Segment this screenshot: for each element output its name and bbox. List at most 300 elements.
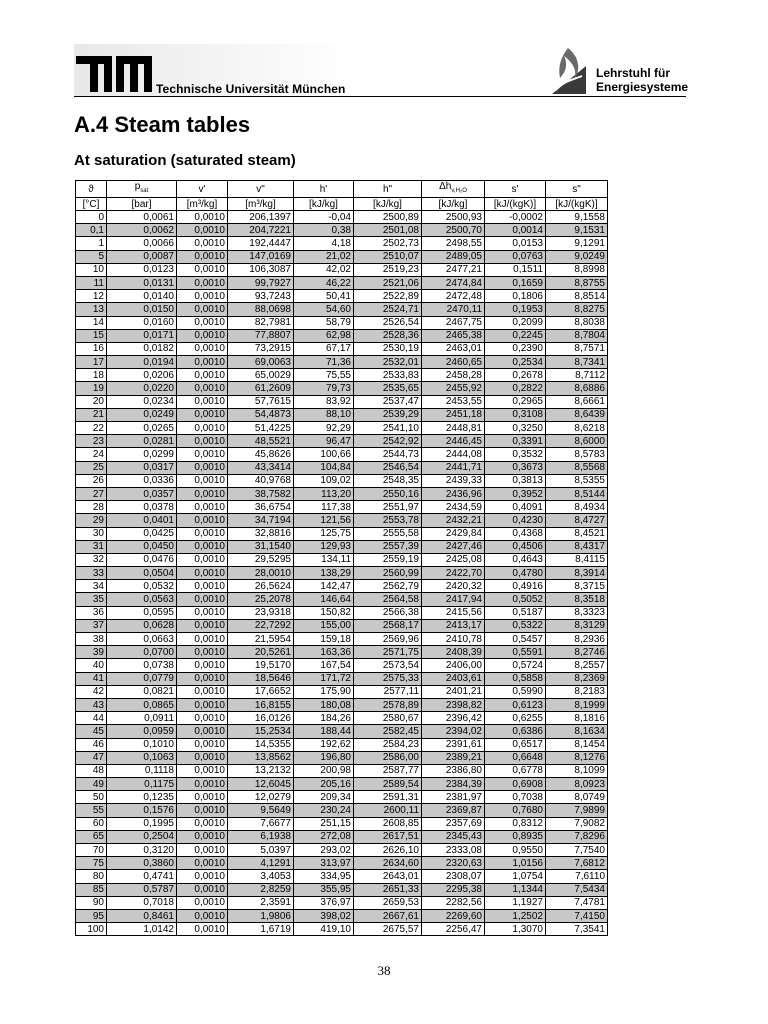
table-row xyxy=(76,290,608,303)
table-cell: 2510,07 xyxy=(354,250,422,263)
table-cell: 0,0010 xyxy=(177,487,228,500)
table-cell: 0,5787 xyxy=(107,883,177,896)
table-cell: 33 xyxy=(76,567,107,580)
table-cell: 100,66 xyxy=(294,448,354,461)
table-cell: 37 xyxy=(76,619,107,632)
table-cell: 2420,32 xyxy=(422,580,485,593)
table-cell: 2535,65 xyxy=(354,382,422,395)
table-cell: 1 xyxy=(76,237,107,250)
table-cell: 138,29 xyxy=(294,567,354,580)
table-cell: 0,1010 xyxy=(107,738,177,751)
table-cell: 0,0010 xyxy=(177,567,228,580)
table-cell: 46,22 xyxy=(294,276,354,289)
table-cell: 3,4053 xyxy=(228,870,294,883)
table-cell: 129,93 xyxy=(294,540,354,553)
table-cell: 150,82 xyxy=(294,606,354,619)
table-cell: 0,5052 xyxy=(485,593,546,606)
table-cell: 2584,23 xyxy=(354,738,422,751)
table-cell: 2522,89 xyxy=(354,290,422,303)
table-cell: 0,5858 xyxy=(485,672,546,685)
table-row xyxy=(76,250,608,263)
table-cell: 0,0010 xyxy=(177,883,228,896)
column-symbol-text: Δh xyxy=(439,181,452,192)
table-cell: 0,4916 xyxy=(485,580,546,593)
table-row xyxy=(76,606,608,619)
table-cell: 2573,54 xyxy=(354,659,422,672)
table-cell: 180,08 xyxy=(294,698,354,711)
table-cell: 0,0010 xyxy=(177,422,228,435)
table-cell: 2403,61 xyxy=(422,672,485,685)
table-cell: 0,4230 xyxy=(485,514,546,527)
table-row xyxy=(76,883,608,896)
table-row xyxy=(76,804,608,817)
table-row xyxy=(76,303,608,316)
table-cell: 39 xyxy=(76,646,107,659)
table-cell: 0,3391 xyxy=(485,435,546,448)
table-cell: 2617,51 xyxy=(354,830,422,843)
table-cell: 0,0010 xyxy=(177,316,228,329)
table-cell: 88,10 xyxy=(294,408,354,421)
table-cell: 31,1540 xyxy=(228,540,294,553)
table-cell: 0,2390 xyxy=(485,342,546,355)
table-cell: 29 xyxy=(76,514,107,527)
table-cell: 204,7221 xyxy=(228,224,294,237)
table-row xyxy=(76,422,608,435)
table-header-symbols xyxy=(76,181,608,198)
table-cell: 2500,70 xyxy=(422,224,485,237)
table-cell: 43,3414 xyxy=(228,461,294,474)
table-cell: 8,5568 xyxy=(546,461,608,474)
table-row xyxy=(76,527,608,540)
table-cell: 0,0010 xyxy=(177,224,228,237)
table-cell: 28,0010 xyxy=(228,567,294,580)
table-cell: -0,04 xyxy=(294,211,354,224)
table-cell: 0,0010 xyxy=(177,474,228,487)
table-cell: 0,0010 xyxy=(177,382,228,395)
table-cell: 2269,60 xyxy=(422,909,485,922)
table-cell: 2524,71 xyxy=(354,303,422,316)
table-cell: 0,1659 xyxy=(485,276,546,289)
table-cell: 0,0010 xyxy=(177,527,228,540)
table-cell: 46 xyxy=(76,738,107,751)
table-cell: 2320,63 xyxy=(422,857,485,870)
table-cell: 7,4781 xyxy=(546,896,608,909)
table-row xyxy=(76,553,608,566)
table-cell: 2521,06 xyxy=(354,276,422,289)
table-cell: 0,0131 xyxy=(107,276,177,289)
table-cell: 0,8312 xyxy=(485,817,546,830)
table-cell: 65,0029 xyxy=(228,369,294,382)
table-cell: 2580,67 xyxy=(354,712,422,725)
table-cell: 2389,21 xyxy=(422,751,485,764)
table-cell: 0,0010 xyxy=(177,633,228,646)
table-cell: 10 xyxy=(76,263,107,276)
table-row xyxy=(76,501,608,514)
table-cell: 0,0010 xyxy=(177,329,228,342)
table-cell: 2553,78 xyxy=(354,514,422,527)
table-cell: 0,0010 xyxy=(177,698,228,711)
column-unit: [kJ/kg] xyxy=(294,198,354,211)
table-cell: 40,9768 xyxy=(228,474,294,487)
table-cell: 0,0249 xyxy=(107,408,177,421)
table-cell: 85 xyxy=(76,883,107,896)
table-cell: 6,1938 xyxy=(228,830,294,843)
table-cell: 1,1344 xyxy=(485,883,546,896)
column-unit: [m³/kg] xyxy=(228,198,294,211)
table-cell: 2394,02 xyxy=(422,725,485,738)
table-cell: 54,4873 xyxy=(228,408,294,421)
table-cell: 50,41 xyxy=(294,290,354,303)
table-cell: 0,5724 xyxy=(485,659,546,672)
table-cell: 0,5990 xyxy=(485,685,546,698)
table-cell: 2295,38 xyxy=(422,883,485,896)
table-cell: 0,0779 xyxy=(107,672,177,685)
section-title: A.4 Steam tables xyxy=(74,112,251,137)
table-cell: 0,4091 xyxy=(485,501,546,514)
table-cell: 0,3673 xyxy=(485,461,546,474)
table-row xyxy=(76,211,608,224)
table-cell: 0,0010 xyxy=(177,593,228,606)
table-cell: 0,0010 xyxy=(177,751,228,764)
table-cell: 2386,80 xyxy=(422,764,485,777)
table-cell: 22,7292 xyxy=(228,619,294,632)
table-cell: 0,1995 xyxy=(107,817,177,830)
table-cell: 192,62 xyxy=(294,738,354,751)
table-cell: 0,0010 xyxy=(177,619,228,632)
table-row xyxy=(76,435,608,448)
table-cell: 2425,08 xyxy=(422,553,485,566)
table-cell: 58,79 xyxy=(294,316,354,329)
table-cell: 0,0738 xyxy=(107,659,177,672)
table-cell: 0,1953 xyxy=(485,303,546,316)
table-cell: 25 xyxy=(76,461,107,474)
table-cell: 2519,23 xyxy=(354,263,422,276)
table-cell: 0,0911 xyxy=(107,712,177,725)
table-cell: 8,6000 xyxy=(546,435,608,448)
table-cell: 2333,08 xyxy=(422,844,485,857)
table-cell: 45,8626 xyxy=(228,448,294,461)
column-symbol-text: s" xyxy=(572,183,581,195)
table-cell: 21 xyxy=(76,408,107,421)
table-cell: 90 xyxy=(76,896,107,909)
table-cell: 2357,69 xyxy=(422,817,485,830)
table-row xyxy=(76,487,608,500)
table-cell: -0,0002 xyxy=(485,211,546,224)
table-cell: 9,1291 xyxy=(546,237,608,250)
table-row xyxy=(76,382,608,395)
table-row xyxy=(76,909,608,922)
table-cell: 0,0010 xyxy=(177,237,228,250)
table-cell: 75 xyxy=(76,857,107,870)
table-cell: 0,0010 xyxy=(177,778,228,791)
table-cell: 334,95 xyxy=(294,870,354,883)
table-cell: 113,20 xyxy=(294,487,354,500)
table-cell: 192,4447 xyxy=(228,237,294,250)
table-row xyxy=(76,514,608,527)
table-cell: 49 xyxy=(76,778,107,791)
table-cell: 29,5295 xyxy=(228,553,294,566)
table-cell: 20 xyxy=(76,395,107,408)
column-symbol xyxy=(294,181,354,198)
table-cell: 5,0397 xyxy=(228,844,294,857)
table-cell: 8,3518 xyxy=(546,593,608,606)
table-cell: 0,0010 xyxy=(177,501,228,514)
table-cell: 8,2183 xyxy=(546,685,608,698)
column-unit: [kJ/(kgK)] xyxy=(546,198,608,211)
table-cell: 93,7243 xyxy=(228,290,294,303)
table-row xyxy=(76,395,608,408)
table-subtitle: At saturation (saturated steam) xyxy=(74,152,296,169)
table-cell: 2401,21 xyxy=(422,685,485,698)
table-cell: 14 xyxy=(76,316,107,329)
table-cell: 2500,89 xyxy=(354,211,422,224)
table-cell: 205,16 xyxy=(294,778,354,791)
table-cell: 42 xyxy=(76,685,107,698)
table-cell: 36 xyxy=(76,606,107,619)
table-cell: 8,7804 xyxy=(546,329,608,342)
table-cell: 0,4780 xyxy=(485,567,546,580)
table-row xyxy=(76,593,608,606)
table-cell: 0,0010 xyxy=(177,725,228,738)
table-cell: 2444,08 xyxy=(422,448,485,461)
table-cell: 0,0010 xyxy=(177,408,228,421)
table-row xyxy=(76,474,608,487)
column-symbol xyxy=(354,181,422,198)
table-cell: 4,18 xyxy=(294,237,354,250)
table-cell: 0,0194 xyxy=(107,356,177,369)
table-cell: 0,0206 xyxy=(107,369,177,382)
table-cell: 2589,54 xyxy=(354,778,422,791)
column-symbol xyxy=(422,181,485,198)
table-cell: 0,0700 xyxy=(107,646,177,659)
table-cell: 0,0865 xyxy=(107,698,177,711)
table-cell: 2453,55 xyxy=(422,395,485,408)
table-cell: 19,5170 xyxy=(228,659,294,672)
table-cell: 8,8275 xyxy=(546,303,608,316)
table-cell: 99,7927 xyxy=(228,276,294,289)
table-cell: 0,0010 xyxy=(177,356,228,369)
table-cell: 20,5261 xyxy=(228,646,294,659)
table-row xyxy=(76,923,608,936)
column-symbol-text: s' xyxy=(511,183,519,195)
table-row xyxy=(76,672,608,685)
table-row xyxy=(76,751,608,764)
table-cell: 70 xyxy=(76,844,107,857)
table-cell: 2439,33 xyxy=(422,474,485,487)
table-cell: 61,2609 xyxy=(228,382,294,395)
column-symbol xyxy=(107,181,177,198)
table-cell: 50 xyxy=(76,791,107,804)
table-cell: 1,9806 xyxy=(228,909,294,922)
table-cell: 2550,16 xyxy=(354,487,422,500)
table-cell: 0,4741 xyxy=(107,870,177,883)
table-cell: 7,3541 xyxy=(546,923,608,936)
column-symbol xyxy=(228,181,294,198)
table-cell: 31 xyxy=(76,540,107,553)
table-cell: 121,56 xyxy=(294,514,354,527)
table-cell: 2557,39 xyxy=(354,540,422,553)
table-cell: 16,8155 xyxy=(228,698,294,711)
table-cell: 171,72 xyxy=(294,672,354,685)
table-cell: 0,0234 xyxy=(107,395,177,408)
table-cell: 0,2534 xyxy=(485,356,546,369)
table-cell: 0,4506 xyxy=(485,540,546,553)
table-cell: 251,15 xyxy=(294,817,354,830)
table-cell: 0,0010 xyxy=(177,685,228,698)
table-cell: 4,1291 xyxy=(228,857,294,870)
table-cell: 75,55 xyxy=(294,369,354,382)
table-cell: 0,7018 xyxy=(107,896,177,909)
table-cell: 2308,07 xyxy=(422,870,485,883)
table-cell: 42,02 xyxy=(294,263,354,276)
page-header xyxy=(74,44,689,98)
column-symbol-text: v" xyxy=(256,183,265,195)
table-cell: 8,1276 xyxy=(546,751,608,764)
table-cell: 2381,97 xyxy=(422,791,485,804)
table-cell: 7,4150 xyxy=(546,909,608,922)
table-cell: 65 xyxy=(76,830,107,843)
table-cell: 0,0336 xyxy=(107,474,177,487)
table-cell: 2600,11 xyxy=(354,804,422,817)
table-cell: 0,1511 xyxy=(485,263,546,276)
table-cell: 2571,75 xyxy=(354,646,422,659)
table-cell: 2467,75 xyxy=(422,316,485,329)
table-cell: 155,00 xyxy=(294,619,354,632)
table-cell: 0,0378 xyxy=(107,501,177,514)
table-cell: 1,0156 xyxy=(485,857,546,870)
table-cell: 0,6517 xyxy=(485,738,546,751)
table-cell: 0,1175 xyxy=(107,778,177,791)
table-cell: 2489,05 xyxy=(422,250,485,263)
table-cell: 7,5434 xyxy=(546,883,608,896)
table-cell: 0,0010 xyxy=(177,857,228,870)
column-symbol-subscript: sat xyxy=(140,188,149,194)
table-cell: 14,5355 xyxy=(228,738,294,751)
column-symbol xyxy=(546,181,608,198)
table-cell: 0,2965 xyxy=(485,395,546,408)
table-cell: 0,0010 xyxy=(177,672,228,685)
table-cell: 419,10 xyxy=(294,923,354,936)
table-cell: 95 xyxy=(76,909,107,922)
column-unit: [°C] xyxy=(76,198,107,211)
table-cell: 0,3532 xyxy=(485,448,546,461)
table-cell: 2526,54 xyxy=(354,316,422,329)
table-header-units xyxy=(76,198,608,211)
table-cell: 184,26 xyxy=(294,712,354,725)
table-cell: 8,6439 xyxy=(546,408,608,421)
table-cell: 293,02 xyxy=(294,844,354,857)
table-cell: 0,6123 xyxy=(485,698,546,711)
table-cell: 0,5457 xyxy=(485,633,546,646)
table-cell: 0,0010 xyxy=(177,844,228,857)
table-cell: 2451,18 xyxy=(422,408,485,421)
table-cell: 206,1397 xyxy=(228,211,294,224)
table-cell: 54,60 xyxy=(294,303,354,316)
table-cell: 0,0563 xyxy=(107,593,177,606)
table-cell: 200,98 xyxy=(294,764,354,777)
table-cell: 0,0504 xyxy=(107,567,177,580)
table-cell: 8,2369 xyxy=(546,672,608,685)
table-cell: 8,1099 xyxy=(546,764,608,777)
table-cell: 0,9550 xyxy=(485,844,546,857)
table-cell: 0,0401 xyxy=(107,514,177,527)
table-cell: 32,8816 xyxy=(228,527,294,540)
table-cell: 2398,82 xyxy=(422,698,485,711)
table-row xyxy=(76,712,608,725)
table-cell: 8,1454 xyxy=(546,738,608,751)
tum-logo-icon xyxy=(76,56,152,92)
table-row xyxy=(76,857,608,870)
table-cell: 313,97 xyxy=(294,857,354,870)
table-cell: 2,8259 xyxy=(228,883,294,896)
steam-table xyxy=(75,180,608,936)
table-cell: 43 xyxy=(76,698,107,711)
table-cell: 0,0010 xyxy=(177,553,228,566)
table-cell: 8,6218 xyxy=(546,422,608,435)
table-cell: 1,2502 xyxy=(485,909,546,922)
column-symbol-subscript: v,H₂O xyxy=(451,188,467,194)
table-row xyxy=(76,830,608,843)
table-cell: 2586,00 xyxy=(354,751,422,764)
table-row xyxy=(76,619,608,632)
table-cell: 0,3860 xyxy=(107,857,177,870)
table-cell: 1,1927 xyxy=(485,896,546,909)
table-cell: 60 xyxy=(76,817,107,830)
table-cell: 1,0754 xyxy=(485,870,546,883)
table-row xyxy=(76,263,608,276)
table-cell: 163,36 xyxy=(294,646,354,659)
table-cell: 2406,00 xyxy=(422,659,485,672)
table-cell: 2441,71 xyxy=(422,461,485,474)
table-cell: 0,6648 xyxy=(485,751,546,764)
table-cell: 2551,97 xyxy=(354,501,422,514)
table-cell: 0,4643 xyxy=(485,553,546,566)
table-cell: 24 xyxy=(76,448,107,461)
table-cell: 8,3323 xyxy=(546,606,608,619)
table-cell: 2427,46 xyxy=(422,540,485,553)
table-cell: 0,0010 xyxy=(177,342,228,355)
table-row xyxy=(76,408,608,421)
table-cell: 8,1999 xyxy=(546,698,608,711)
table-row xyxy=(76,817,608,830)
table-cell: 104,84 xyxy=(294,461,354,474)
table-cell: 21,5954 xyxy=(228,633,294,646)
table-cell: 8,1816 xyxy=(546,712,608,725)
table-cell: 26,5624 xyxy=(228,580,294,593)
table-cell: 0,0010 xyxy=(177,896,228,909)
table-cell: 0,0476 xyxy=(107,553,177,566)
table-cell: 0,0010 xyxy=(177,395,228,408)
table-cell: 23,9318 xyxy=(228,606,294,619)
table-cell: 0,0010 xyxy=(177,514,228,527)
table-cell: 0,5322 xyxy=(485,619,546,632)
table-cell: 2477,21 xyxy=(422,263,485,276)
table-cell: 0,0595 xyxy=(107,606,177,619)
table-cell: 0,3108 xyxy=(485,408,546,421)
table-cell: 2417,94 xyxy=(422,593,485,606)
column-unit: [kJ/kg] xyxy=(354,198,422,211)
table-cell: 30 xyxy=(76,527,107,540)
table-cell: 100 xyxy=(76,923,107,936)
table-cell: 196,80 xyxy=(294,751,354,764)
table-cell: 67,17 xyxy=(294,342,354,355)
table-cell: 2575,33 xyxy=(354,672,422,685)
table-cell: 0,0014 xyxy=(485,224,546,237)
table-cell: 45 xyxy=(76,725,107,738)
table-cell: 55 xyxy=(76,804,107,817)
table-cell: 12 xyxy=(76,290,107,303)
table-cell: 2577,11 xyxy=(354,685,422,698)
